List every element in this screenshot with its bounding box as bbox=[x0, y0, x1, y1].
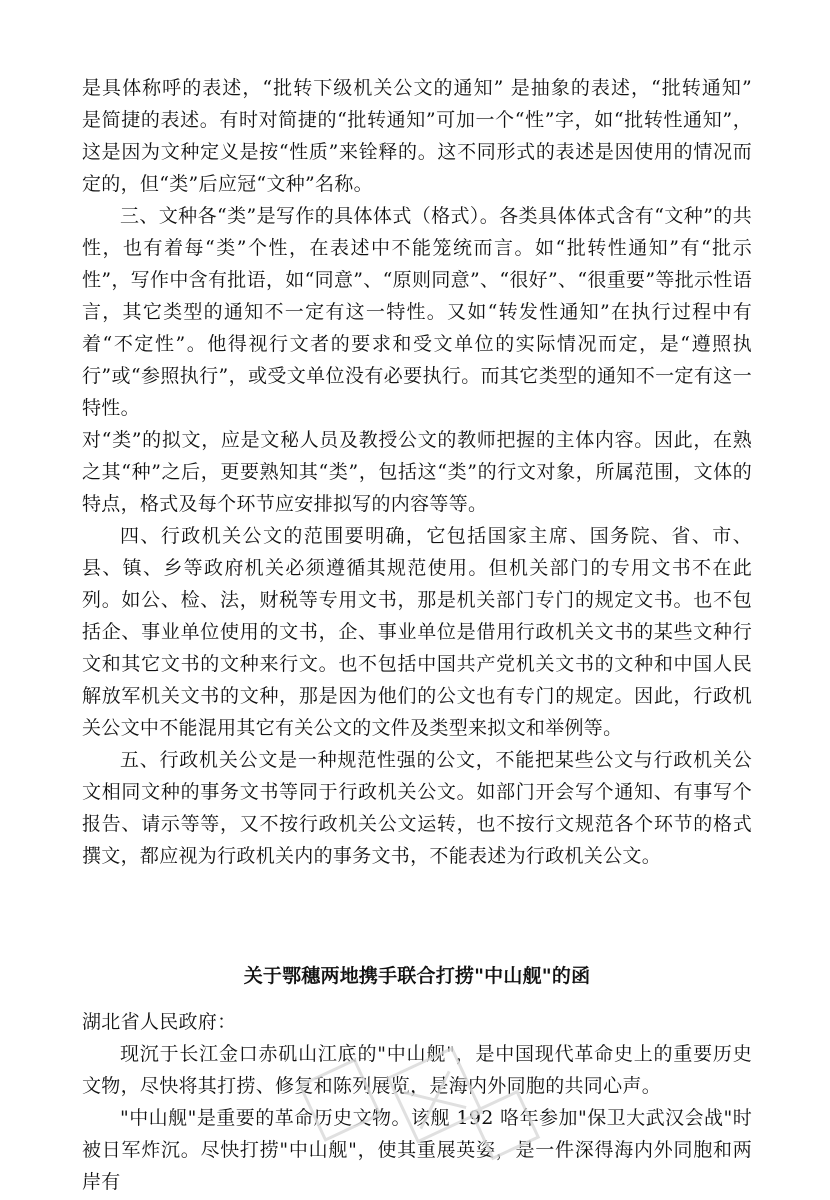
essay-paragraph-3: 对“类”的拟文，应是文秘人员及教授公文的教师把握的主体内容。因此，在熟之其“种”之后，更要熟知其“类”，包括这“类”的行文对象，所属范围，文体的特点，格式及每个环节应安排拟写的内容等等。 bbox=[82, 429, 752, 515]
letter-paragraph-1: 现沉于长江金口赤矶山江底的"中山舰"，是中国现代革命史上的重要历史文物，尽快将其打捞、修复和陈列展览，是海内外同胞的共同心声。 bbox=[82, 1043, 752, 1097]
essay-paragraph-5: 五、行政机关公文是一种规范性强的公文，不能把某些公文与行政机关公文相同文种的事务文书等同于行政机关公文。如部门开会写个通知、有事写个报告、请示等等，又不按行政机关公文运转，也不按行文规范各个环节的格式撰文，都应视为行政机关内的事务文书，不能表述为行政机关公文。 bbox=[82, 749, 752, 867]
essay-paragraph-2: 三、文种各“类”是写作的具体体式（格式）。各类具体体式含有“文种”的共性，也有着每“类”个性，在表述中不能笼统而言。如“批转性通知”有“批示性”，写作中含有批语，如“同意”、“原则同意”、“很好”、“很重要”等批示性语言，其它类型的通知不一定有这一特性。又如“转发性通知”在执行过程中有着“不定性”。他得视行文者的要求和受文单位的实际情况而定，是“遵照执行”或“参照执行”，或受文单位没有必要执行。而其它类型的通知不一定有这一特性。 bbox=[82, 205, 752, 419]
letter-title: 关于鄂穗两地携手联合打捞"中山舰"的函 bbox=[243, 965, 591, 987]
document-page bbox=[82, 72, 752, 1198]
letter-paragraph-2: "中山舰"是重要的革命历史文物。该舰 192 咯年参加"保卫大武汉会战"时被日军炸沉。尽快打捞"中山舰"，使其重展英姿，是一件深得海内外同胞和两岸有 bbox=[82, 1107, 752, 1193]
essay-paragraph-1: 是具体称呼的表述，“批转下级机关公文的通知” 是抽象的表述，“批转通知” 是简捷的表述。有时对简捷的“批转通知”可加一个“性”字，如“批转性通知”，这是因为文种定义是按“性质”来铨释的。这不同形式的表述是因使用的情况而定的，但“类”后应冠“文种”名称。 bbox=[82, 77, 752, 195]
letter-salutation: 湖北省人民政府： bbox=[82, 1011, 237, 1033]
essay-paragraph-4: 四、行政机关公文的范围要明确，它包括国家主席、国务院、省、市、县、镇、乡等政府机关必须遵循其规范使用。但机关部门的专用文书不在此列。如公、检、法，财税等专用文书，那是机关部门专门的规定文书。也不包括企、事业单位使用的文书，企、事业单位是借用行政机关文书的某些文种行文和其它文书的文种来行文。也不包括中国共产党机关文书的文种和中国人民解放军机关文书的文种，那是因为他们的公文也有专门的规定。因此，行政机关公文中不能混用其它有关公文的文件及类型来拟文和举例等。 bbox=[82, 525, 752, 739]
